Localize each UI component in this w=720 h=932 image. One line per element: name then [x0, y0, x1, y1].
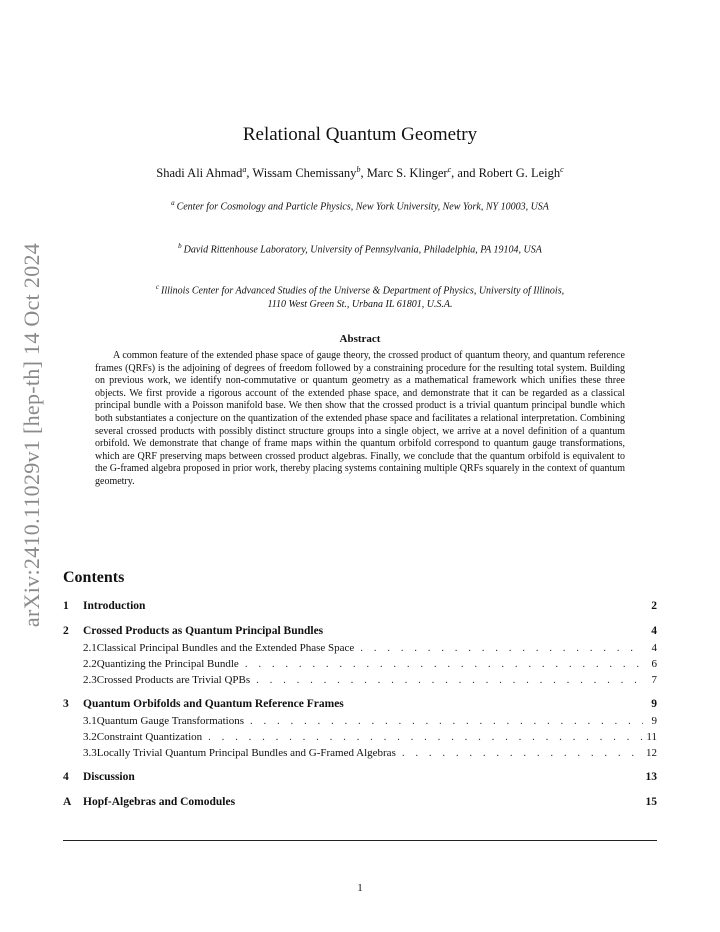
toc-dot-leader: [239, 658, 643, 670]
toc-dot-leader: [244, 715, 643, 727]
toc-subsection-number: 3.2: [83, 731, 97, 743]
affiliation-text: Illinois Center for Advanced Studies of the Universe & Department of Physics, University of Illinois, 1110 West Green St., Urbana IL 61801, U.S.A.: [161, 285, 565, 311]
toc-subsection-number: 2.2: [83, 658, 97, 670]
toc-subsection-page: 11: [646, 731, 657, 743]
footnote-rule: [63, 840, 657, 841]
author-affiliation-mark: c: [447, 165, 452, 174]
toc-subsection-title: Constraint Quantization: [96, 731, 203, 743]
toc-section-title: Crossed Products as Quantum Principal Bundles: [83, 625, 324, 637]
toc-section-number: 4: [63, 771, 69, 783]
contents-heading: Contents: [63, 569, 125, 586]
author-name: Marc S. Klinger: [366, 166, 448, 181]
toc-subsection-title: Classical Principal Bundles and the Extended Phase Space: [96, 642, 355, 654]
arxiv-identifier-text: arXiv:2410.11029v1 [hep-th] 14 Oct 2024: [19, 242, 44, 628]
toc-subsection-entry[interactable]: [63, 642, 657, 658]
toc-subsection-title: Quantizing the Principal Bundle: [96, 658, 239, 670]
abstract-text: A common feature of the extended phase space of gauge theory, the crossed product of quantum theory, and quantum reference frames (QRFs) is the adjoining of degrees of freedom followed by a constraining procedure for the resulting total system. Building on previous work, we identify non-commutative or quantum geometry as a mathematical framework which unifies these three objects. We first provide a rigorous account of the extended phase space, and demonstrate that it can be regarded as a classical principal bundle with a Poisson manifold base. We then show that the crossed product is a trivial quantum principal bundle which both substantiates a conjecture on the quantization of the extended phase space and facilitates a relational interpretation. Combining several crossed products with possibly distinct structure groups into a single object, we arrive at a novel definition of a quantum orbifold. We demonstrate that change of frame maps within the quantum orbifold correspond to quantum gauge transformations, which are QRF preserving maps between crossed product algebras. Finally, we conclude that the quantum orbifold is equivalent to the G-framed algebra proposed in prior work, thereby placing systems containing multiple QRFs squarely in the context of quantum geometry.: [95, 350, 625, 487]
toc-section-page: 13: [645, 771, 657, 783]
toc-section-title: Hopf-Algebras and Comodules: [83, 796, 236, 808]
affiliation-b: [150, 239, 570, 257]
toc-subsection-number: 3.3: [83, 747, 97, 759]
toc-subsection-page: 12: [646, 747, 657, 759]
affiliation-mark: b: [178, 242, 182, 250]
affiliation-text: David Rittenhouse Laboratory, University of Pennsylvania, Philadelphia, PA 19104, USA: [183, 244, 542, 256]
toc-subsection-entry[interactable]: [63, 715, 657, 731]
toc-dot-leader: [250, 674, 643, 686]
toc-dot-leader: [354, 642, 643, 654]
toc-dot-leader: [202, 731, 643, 743]
toc-section-page: 9: [651, 698, 657, 710]
toc-subsection-page: 7: [651, 674, 657, 686]
toc-section-number: 3: [63, 698, 69, 710]
affiliation-a: [150, 196, 570, 214]
toc-subsection-page: 6: [651, 658, 657, 670]
author-affiliation-mark: b: [356, 165, 361, 174]
toc-subsection-entry[interactable]: [63, 674, 657, 690]
toc-subsection-page: 4: [651, 642, 657, 654]
author-name: Shadi Ali Ahmad: [156, 166, 243, 181]
toc-subsection-number: 2.1: [83, 642, 97, 654]
toc-section-entry[interactable]: [63, 698, 657, 715]
toc-section-number: 2: [63, 625, 69, 637]
toc-section-title: Introduction: [83, 600, 146, 612]
author-name: Robert G. Leigh: [478, 166, 561, 181]
toc-subsection-entry[interactable]: [63, 731, 657, 747]
author-affiliation-mark: a: [242, 165, 247, 174]
toc-section-title: Discussion: [83, 771, 135, 783]
toc-subsection-entry[interactable]: [63, 658, 657, 674]
toc-subsection-number: 3.1: [83, 715, 97, 727]
toc-section-entry[interactable]: [63, 600, 657, 617]
table-of-contents: [63, 600, 657, 813]
abstract-heading: Abstract: [339, 333, 381, 345]
toc-section-title: Quantum Orbifolds and Quantum Reference Frames: [83, 698, 344, 710]
toc-section-entry[interactable]: [63, 625, 657, 642]
author-name: Wissam Chemissany: [252, 166, 357, 181]
author-separator: , and: [451, 166, 479, 181]
toc-section-page: 2: [651, 600, 657, 612]
toc-subsection-page: 9: [651, 715, 657, 727]
toc-subsection-entry[interactable]: [63, 747, 657, 763]
toc-subsection-title: Quantum Gauge Transformations: [96, 715, 245, 727]
toc-section-number: A: [63, 796, 72, 808]
toc-dot-leader: [396, 747, 643, 759]
page-number: 1: [357, 882, 363, 894]
paper-title: Relational Quantum Geometry: [242, 124, 478, 145]
toc-section-page: 4: [651, 625, 657, 637]
toc-subsection-title: Crossed Products are Trivial QPBs: [96, 674, 251, 686]
arxiv-identifier-stamp: [16, 230, 48, 640]
author-list: [0, 165, 720, 181]
affiliation-text: Center for Cosmology and Particle Physics, New York University, New York, NY 10003, USA: [176, 201, 549, 213]
affiliation-mark: a: [171, 199, 175, 207]
toc-section-entry[interactable]: [63, 796, 657, 813]
toc-subsection-number: 2.3: [83, 674, 97, 686]
affiliation-c: [150, 280, 570, 312]
toc-section-page: 15: [645, 796, 657, 808]
toc-subsection-title: Locally Trivial Quantum Principal Bundles and G-Framed Algebras: [96, 747, 396, 759]
author-separator: ,: [246, 166, 253, 181]
toc-section-entry[interactable]: [63, 771, 657, 788]
author-separator: ,: [360, 166, 367, 181]
author-affiliation-mark: c: [560, 165, 564, 174]
toc-section-number: 1: [63, 600, 69, 612]
affiliation-mark: c: [155, 283, 159, 291]
